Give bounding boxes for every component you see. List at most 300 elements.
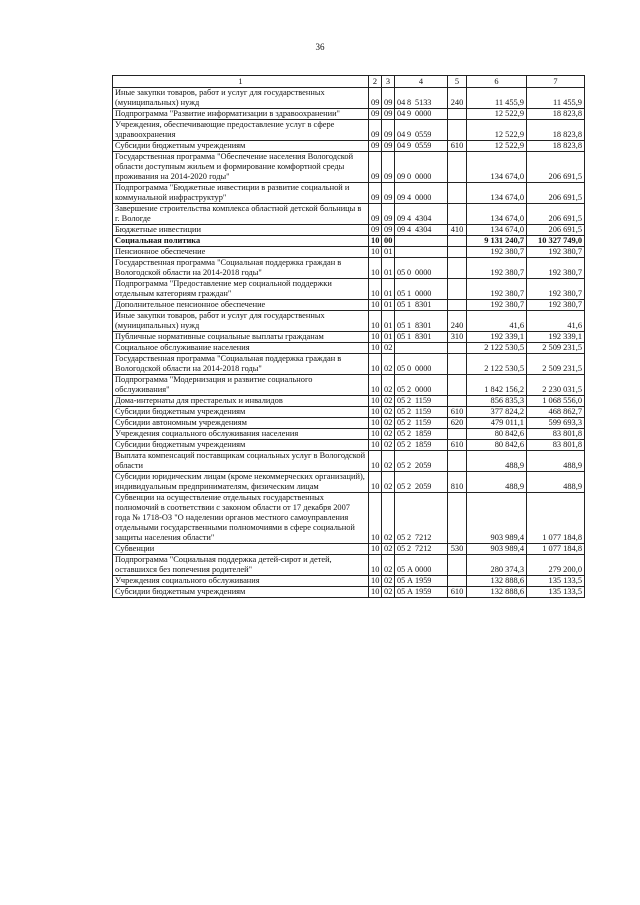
article-code-part: 2 bbox=[407, 440, 412, 449]
subsection-code: 02 bbox=[382, 544, 395, 555]
target-article-code bbox=[395, 311, 448, 332]
target-article-code bbox=[395, 183, 448, 204]
amount-year-2: 83 801,8 bbox=[527, 440, 585, 451]
amount-year-1: 41,6 bbox=[467, 311, 527, 332]
target-article-code bbox=[395, 225, 448, 236]
amount-year-1: 903 989,4 bbox=[467, 493, 527, 544]
amount-year-1: 488,9 bbox=[467, 472, 527, 493]
amount-year-2: 41,6 bbox=[527, 311, 585, 332]
article-code-part: 04 bbox=[397, 98, 406, 107]
subsection-code: 02 bbox=[382, 493, 395, 544]
row-name: Подпрограмма "Модернизация и развитие социального обслуживания" bbox=[113, 375, 369, 396]
row-name: Субсидии бюджетным учреждениям bbox=[113, 587, 369, 598]
article-code-part: 0559 bbox=[415, 130, 432, 139]
expense-type-code bbox=[448, 300, 467, 311]
target-article-code bbox=[395, 544, 448, 555]
article-code-part: 2 bbox=[407, 533, 412, 542]
row-name: Подпрограмма "Социальная поддержка детей-сирот и детей, оставшихся без попечения родителей" bbox=[113, 555, 369, 576]
target-article-code bbox=[395, 120, 448, 141]
row-name: Подпрограмма "Развитие информатизации в здравоохранении" bbox=[113, 109, 369, 120]
article-code-part: 2 bbox=[407, 429, 412, 438]
row-name: Субсидии юридическим лицам (кроме некоммерческих организаций), индивидуальным предпринимателям, физическим лицам bbox=[113, 472, 369, 493]
row-name: Социальное обслуживание населения bbox=[113, 343, 369, 354]
target-article-code bbox=[395, 141, 448, 152]
amount-year-1: 280 374,3 bbox=[467, 555, 527, 576]
subsection-code: 09 bbox=[382, 120, 395, 141]
section-code: 10 bbox=[369, 236, 382, 247]
row-name: Пенсионное обеспечение bbox=[113, 247, 369, 258]
amount-year-2: 206 691,5 bbox=[527, 204, 585, 225]
table-row bbox=[113, 472, 585, 493]
subsection-code: 02 bbox=[382, 407, 395, 418]
article-code-part: 0559 bbox=[415, 141, 432, 150]
article-code-part: 7212 bbox=[415, 544, 432, 553]
amount-year-2: 192 380,7 bbox=[527, 279, 585, 300]
table-row bbox=[113, 204, 585, 225]
subsection-code: 02 bbox=[382, 343, 395, 354]
article-code-part: 04 bbox=[397, 109, 406, 118]
amount-year-2: 11 455,9 bbox=[527, 88, 585, 109]
target-article-code bbox=[395, 279, 448, 300]
target-article-code bbox=[395, 429, 448, 440]
subsection-code: 09 bbox=[382, 88, 395, 109]
subsection-code: 02 bbox=[382, 429, 395, 440]
expense-type-code bbox=[448, 120, 467, 141]
article-code-part: 2059 bbox=[415, 482, 432, 491]
target-article-code bbox=[395, 204, 448, 225]
col-header-5: 5 bbox=[448, 76, 467, 88]
amount-year-1: 132 888,6 bbox=[467, 587, 527, 598]
row-name: Подпрограмма "Бюджетные инвестиции в развитие социальной и коммунальной инфраструктур" bbox=[113, 183, 369, 204]
section-code: 09 bbox=[369, 183, 382, 204]
article-code-part: 1159 bbox=[415, 396, 432, 405]
table-row bbox=[113, 152, 585, 183]
table-row bbox=[113, 375, 585, 396]
target-article-code bbox=[395, 258, 448, 279]
table-row bbox=[113, 225, 585, 236]
table-row bbox=[113, 300, 585, 311]
row-name: Иные закупки товаров, работ и услуг для государственных (муниципальных) нужд bbox=[113, 88, 369, 109]
expense-type-code: 610 bbox=[448, 141, 467, 152]
amount-year-1: 2 122 530,5 bbox=[467, 354, 527, 375]
expense-type-code: 610 bbox=[448, 407, 467, 418]
expense-type-code bbox=[448, 204, 467, 225]
section-code: 10 bbox=[369, 354, 382, 375]
expense-type-code bbox=[448, 555, 467, 576]
col-header-7: 7 bbox=[527, 76, 585, 88]
article-code-part: А bbox=[407, 576, 413, 585]
table-row bbox=[113, 311, 585, 332]
table-row bbox=[113, 343, 585, 354]
article-code-part: 0000 bbox=[415, 565, 432, 574]
target-article-code bbox=[395, 236, 448, 247]
section-code: 10 bbox=[369, 247, 382, 258]
row-name: Государственная программа "Социальная поддержка граждан в Вологодской области на 2014-2018 годы" bbox=[113, 258, 369, 279]
subsection-code: 09 bbox=[382, 141, 395, 152]
amount-year-1: 11 455,9 bbox=[467, 88, 527, 109]
section-code: 10 bbox=[369, 300, 382, 311]
section-code: 10 bbox=[369, 544, 382, 555]
expense-type-code: 240 bbox=[448, 311, 467, 332]
subsection-code: 01 bbox=[382, 247, 395, 258]
amount-year-1: 377 824,2 bbox=[467, 407, 527, 418]
article-code-part: 05 bbox=[397, 482, 406, 491]
subsection-code: 02 bbox=[382, 396, 395, 407]
expense-type-code bbox=[448, 183, 467, 204]
table-row bbox=[113, 258, 585, 279]
target-article-code bbox=[395, 587, 448, 598]
article-code-part: 1959 bbox=[415, 587, 432, 596]
expense-type-code bbox=[448, 109, 467, 120]
expense-type-code bbox=[448, 279, 467, 300]
amount-year-2: 192 380,7 bbox=[527, 300, 585, 311]
table-row bbox=[113, 555, 585, 576]
amount-year-1: 192 339,1 bbox=[467, 332, 527, 343]
article-code-part: 1159 bbox=[415, 418, 432, 427]
amount-year-2: 599 693,3 bbox=[527, 418, 585, 429]
article-code-part: 0 bbox=[407, 364, 412, 373]
header-row bbox=[113, 76, 585, 88]
article-code-part: 09 bbox=[397, 225, 406, 234]
col-header-1: 1 bbox=[113, 76, 369, 88]
table-row bbox=[113, 120, 585, 141]
amount-year-1: 2 122 530,5 bbox=[467, 343, 527, 354]
article-code-part: 1859 bbox=[415, 429, 432, 438]
subsection-code: 01 bbox=[382, 279, 395, 300]
expense-type-code bbox=[448, 258, 467, 279]
amount-year-2: 206 691,5 bbox=[527, 183, 585, 204]
page-number: 36 bbox=[315, 42, 325, 52]
amount-year-2: 206 691,5 bbox=[527, 152, 585, 183]
article-code-part: 05 bbox=[397, 332, 406, 341]
subsection-code: 02 bbox=[382, 576, 395, 587]
subsection-code: 01 bbox=[382, 332, 395, 343]
expense-type-code bbox=[448, 354, 467, 375]
amount-year-1: 903 989,4 bbox=[467, 544, 527, 555]
subsection-code: 02 bbox=[382, 451, 395, 472]
col-header-3: 3 bbox=[382, 76, 395, 88]
amount-year-1: 134 674,0 bbox=[467, 225, 527, 236]
row-name: Подпрограмма "Предоставление мер социальной поддержки отдельным категориям граждан" bbox=[113, 279, 369, 300]
expense-type-code bbox=[448, 576, 467, 587]
expense-type-code bbox=[448, 396, 467, 407]
target-article-code bbox=[395, 354, 448, 375]
amount-year-1: 80 842,6 bbox=[467, 440, 527, 451]
table-row bbox=[113, 354, 585, 375]
target-article-code bbox=[395, 247, 448, 258]
amount-year-2: 192 380,7 bbox=[527, 247, 585, 258]
table-row bbox=[113, 332, 585, 343]
expense-type-code: 240 bbox=[448, 88, 467, 109]
table-row bbox=[113, 183, 585, 204]
article-code-part: 0000 bbox=[415, 385, 432, 394]
article-code-part: 8 bbox=[407, 98, 412, 107]
section-code: 10 bbox=[369, 279, 382, 300]
article-code-part: 05 bbox=[397, 407, 406, 416]
target-article-code bbox=[395, 440, 448, 451]
row-name: Иные закупки товаров, работ и услуг для государственных (муниципальных) нужд bbox=[113, 311, 369, 332]
amount-year-2: 135 133,5 bbox=[527, 576, 585, 587]
article-code-part: 2 bbox=[407, 385, 412, 394]
table-row bbox=[113, 109, 585, 120]
section-code: 10 bbox=[369, 472, 382, 493]
subsection-code: 02 bbox=[382, 472, 395, 493]
article-code-part: 04 bbox=[397, 130, 406, 139]
subsection-code: 02 bbox=[382, 440, 395, 451]
amount-year-1: 80 842,6 bbox=[467, 429, 527, 440]
budget-table bbox=[112, 75, 585, 598]
row-name: Учреждения социального обслуживания bbox=[113, 576, 369, 587]
amount-year-2: 83 801,8 bbox=[527, 429, 585, 440]
section-code: 09 bbox=[369, 152, 382, 183]
subsection-code: 02 bbox=[382, 375, 395, 396]
target-article-code bbox=[395, 152, 448, 183]
target-article-code bbox=[395, 300, 448, 311]
col-header-6: 6 bbox=[467, 76, 527, 88]
amount-year-2: 468 862,7 bbox=[527, 407, 585, 418]
amount-year-2: 2 509 231,5 bbox=[527, 343, 585, 354]
article-code-part: 05 bbox=[397, 429, 406, 438]
subsection-code: 01 bbox=[382, 258, 395, 279]
amount-year-1: 134 674,0 bbox=[467, 183, 527, 204]
amount-year-1: 192 380,7 bbox=[467, 247, 527, 258]
expense-type-code: 610 bbox=[448, 587, 467, 598]
subsection-code: 01 bbox=[382, 311, 395, 332]
amount-year-1: 134 674,0 bbox=[467, 152, 527, 183]
article-code-part: 05 bbox=[397, 544, 406, 553]
section-code: 10 bbox=[369, 311, 382, 332]
amount-year-1: 192 380,7 bbox=[467, 258, 527, 279]
amount-year-1: 1 842 156,2 bbox=[467, 375, 527, 396]
target-article-code bbox=[395, 407, 448, 418]
article-code-part: 5133 bbox=[415, 98, 432, 107]
article-code-part: 0000 bbox=[415, 268, 432, 277]
amount-year-2: 488,9 bbox=[527, 451, 585, 472]
section-code: 09 bbox=[369, 88, 382, 109]
article-code-part: 05 bbox=[397, 268, 406, 277]
amount-year-1: 192 380,7 bbox=[467, 300, 527, 311]
row-name: Субсидии автономным учреждениям bbox=[113, 418, 369, 429]
amount-year-2: 135 133,5 bbox=[527, 587, 585, 598]
expense-type-code bbox=[448, 493, 467, 544]
amount-year-1: 12 522,9 bbox=[467, 109, 527, 120]
section-code: 10 bbox=[369, 375, 382, 396]
expense-type-code bbox=[448, 152, 467, 183]
row-name: Бюджетные инвестиции bbox=[113, 225, 369, 236]
article-code-part: 2 bbox=[407, 544, 412, 553]
section-code: 09 bbox=[369, 225, 382, 236]
amount-year-1: 856 835,3 bbox=[467, 396, 527, 407]
amount-year-1: 488,9 bbox=[467, 451, 527, 472]
article-code-part: 0000 bbox=[415, 193, 432, 202]
section-code: 09 bbox=[369, 141, 382, 152]
target-article-code bbox=[395, 418, 448, 429]
article-code-part: 0000 bbox=[415, 364, 432, 373]
article-code-part: 4304 bbox=[415, 214, 432, 223]
amount-year-2: 1 077 184,8 bbox=[527, 544, 585, 555]
amount-year-1: 9 131 240,7 bbox=[467, 236, 527, 247]
table-row bbox=[113, 141, 585, 152]
expense-type-code bbox=[448, 451, 467, 472]
article-code-part: 1159 bbox=[415, 407, 432, 416]
row-name: Выплата компенсаций поставщикам социальных услуг в Вологодской области bbox=[113, 451, 369, 472]
row-name: Субсидии бюджетным учреждениям bbox=[113, 440, 369, 451]
article-code-part: 05 bbox=[397, 418, 406, 427]
subsection-code: 09 bbox=[382, 109, 395, 120]
table-row bbox=[113, 247, 585, 258]
amount-year-2: 192 380,7 bbox=[527, 258, 585, 279]
amount-year-2: 18 823,8 bbox=[527, 120, 585, 141]
article-code-part: 05 bbox=[397, 565, 406, 574]
section-code: 09 bbox=[369, 204, 382, 225]
expense-type-code: 530 bbox=[448, 544, 467, 555]
table-row bbox=[113, 451, 585, 472]
row-name: Учреждения социального обслуживания населения bbox=[113, 429, 369, 440]
article-code-part: 05 bbox=[397, 576, 406, 585]
subsection-code: 09 bbox=[382, 225, 395, 236]
expense-type-code bbox=[448, 429, 467, 440]
section-code: 10 bbox=[369, 396, 382, 407]
target-article-code bbox=[395, 472, 448, 493]
section-code: 10 bbox=[369, 555, 382, 576]
article-code-part: 1 bbox=[407, 289, 412, 298]
article-code-part: А bbox=[407, 587, 413, 596]
subsection-code: 09 bbox=[382, 152, 395, 183]
table-row bbox=[113, 429, 585, 440]
article-code-part: 9 bbox=[407, 130, 412, 139]
section-code: 10 bbox=[369, 332, 382, 343]
article-code-part: 7212 bbox=[415, 533, 432, 542]
section-code: 09 bbox=[369, 120, 382, 141]
table-row bbox=[113, 279, 585, 300]
amount-year-2: 192 339,1 bbox=[527, 332, 585, 343]
subsection-code: 01 bbox=[382, 300, 395, 311]
amount-year-2: 18 823,8 bbox=[527, 109, 585, 120]
article-code-part: 1859 bbox=[415, 440, 432, 449]
article-code-part: 1 bbox=[407, 300, 412, 309]
expense-type-code: 410 bbox=[448, 225, 467, 236]
target-article-code bbox=[395, 576, 448, 587]
article-code-part: 09 bbox=[397, 193, 406, 202]
article-code-part: 1959 bbox=[415, 576, 432, 585]
expense-type-code bbox=[448, 343, 467, 354]
article-code-part: 4 bbox=[407, 193, 412, 202]
target-article-code bbox=[395, 88, 448, 109]
article-code-part: 05 bbox=[397, 385, 406, 394]
amount-year-2: 2 509 231,5 bbox=[527, 354, 585, 375]
target-article-code bbox=[395, 109, 448, 120]
article-code-part: 05 bbox=[397, 321, 406, 330]
article-code-part: 2 bbox=[407, 461, 412, 470]
article-code-part: 09 bbox=[397, 172, 406, 181]
table-row bbox=[113, 396, 585, 407]
row-name: Субвенции на осуществление отдельных государственных полномочий в соответствии с законом области от 17 декабря 2007 года № 1718-ОЗ "О наделении органов местного самоуправления отдельными государственными полномочиями в сфере социальной защиты населения области" bbox=[113, 493, 369, 544]
table-row bbox=[113, 576, 585, 587]
target-article-code bbox=[395, 451, 448, 472]
col-header-4: 4 bbox=[395, 76, 448, 88]
expense-type-code: 810 bbox=[448, 472, 467, 493]
amount-year-1: 132 888,6 bbox=[467, 576, 527, 587]
section-code: 10 bbox=[369, 440, 382, 451]
section-code: 10 bbox=[369, 258, 382, 279]
target-article-code bbox=[395, 375, 448, 396]
amount-year-2: 206 691,5 bbox=[527, 225, 585, 236]
article-code-part: 4304 bbox=[415, 225, 432, 234]
article-code-part: 9 bbox=[407, 141, 412, 150]
row-name: Субсидии бюджетным учреждениям bbox=[113, 141, 369, 152]
row-name: Субвенции bbox=[113, 544, 369, 555]
article-code-part: 4 bbox=[407, 225, 412, 234]
table-row bbox=[113, 407, 585, 418]
amount-year-2: 488,9 bbox=[527, 472, 585, 493]
article-code-part: 0 bbox=[407, 268, 412, 277]
row-name: Субсидии бюджетным учреждениям bbox=[113, 407, 369, 418]
article-code-part: 0 bbox=[407, 172, 412, 181]
article-code-part: 05 bbox=[397, 587, 406, 596]
article-code-part: 9 bbox=[407, 109, 412, 118]
subsection-code: 09 bbox=[382, 183, 395, 204]
article-code-part: 2 bbox=[407, 418, 412, 427]
expense-type-code bbox=[448, 247, 467, 258]
article-code-part: 2 bbox=[407, 396, 412, 405]
amount-year-1: 479 011,1 bbox=[467, 418, 527, 429]
section-code: 10 bbox=[369, 418, 382, 429]
section-code: 09 bbox=[369, 109, 382, 120]
target-article-code bbox=[395, 396, 448, 407]
row-name: Публичные нормативные социальные выплаты гражданам bbox=[113, 332, 369, 343]
amount-year-1: 12 522,9 bbox=[467, 141, 527, 152]
subsection-code: 00 bbox=[382, 236, 395, 247]
article-code-part: 0000 bbox=[415, 109, 432, 118]
table-row bbox=[113, 88, 585, 109]
article-code-part: 05 bbox=[397, 364, 406, 373]
article-code-part: 8301 bbox=[415, 332, 432, 341]
expense-type-code: 610 bbox=[448, 440, 467, 451]
article-code-part: 05 bbox=[397, 289, 406, 298]
table-row bbox=[113, 493, 585, 544]
expense-type-code bbox=[448, 236, 467, 247]
article-code-part: 4 bbox=[407, 214, 412, 223]
amount-year-2: 1 077 184,8 bbox=[527, 493, 585, 544]
section-code: 10 bbox=[369, 576, 382, 587]
section-code: 10 bbox=[369, 429, 382, 440]
article-code-part: 0000 bbox=[415, 289, 432, 298]
article-code-part: 09 bbox=[397, 214, 406, 223]
article-code-part: 05 bbox=[397, 533, 406, 542]
expense-type-code: 620 bbox=[448, 418, 467, 429]
amount-year-1: 192 380,7 bbox=[467, 279, 527, 300]
expense-type-code: 310 bbox=[448, 332, 467, 343]
amount-year-2: 10 327 749,0 bbox=[527, 236, 585, 247]
expense-type-code bbox=[448, 375, 467, 396]
row-name: Государственная программа "Обеспечение населения Вологодской области доступным жильем и формирование комфортной среды проживания на 2014-2020 годы" bbox=[113, 152, 369, 183]
article-code-part: 8301 bbox=[415, 300, 432, 309]
section-code: 10 bbox=[369, 587, 382, 598]
amount-year-1: 12 522,9 bbox=[467, 120, 527, 141]
row-name: Завершение строительства комплекса областной детской больницы в г. Вологде bbox=[113, 204, 369, 225]
article-code-part: 2 bbox=[407, 482, 412, 491]
subsection-code: 09 bbox=[382, 204, 395, 225]
amount-year-2: 1 068 556,0 bbox=[527, 396, 585, 407]
article-code-part: 2 bbox=[407, 407, 412, 416]
table-row bbox=[113, 236, 585, 247]
section-code: 10 bbox=[369, 343, 382, 354]
target-article-code bbox=[395, 332, 448, 343]
amount-year-2: 279 200,0 bbox=[527, 555, 585, 576]
table-row bbox=[113, 587, 585, 598]
row-name: Дома-интернаты для престарелых и инвалидов bbox=[113, 396, 369, 407]
article-code-part: 04 bbox=[397, 141, 406, 150]
